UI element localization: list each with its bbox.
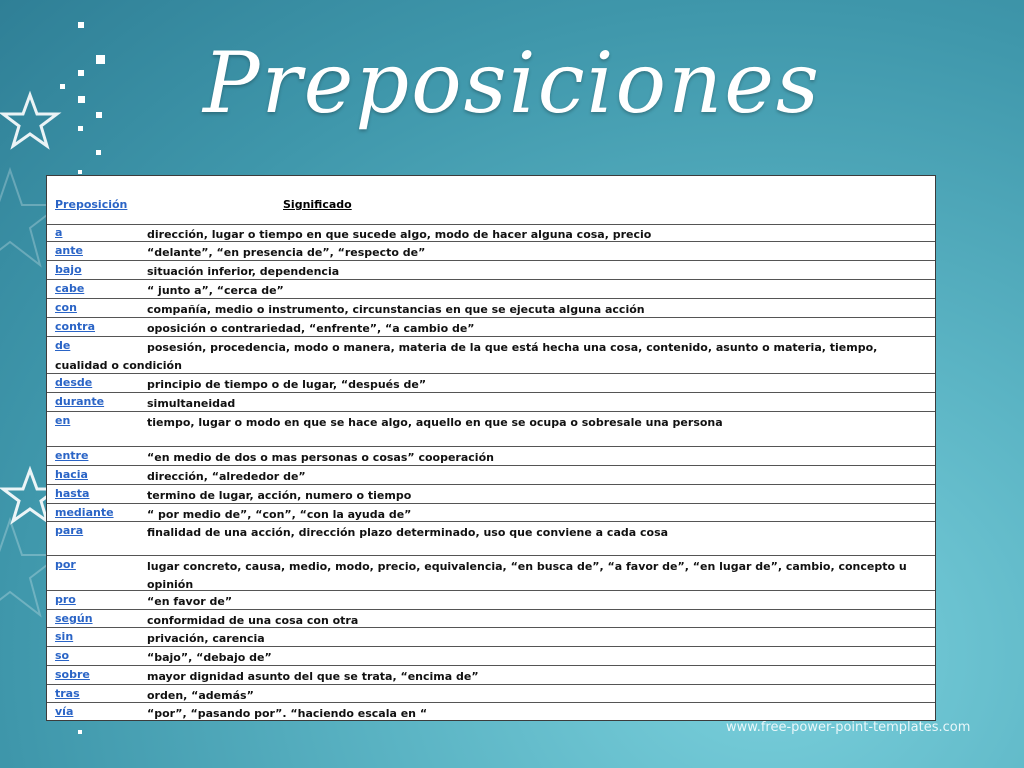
prep-link[interactable]: so [55,649,70,662]
table-row [47,556,935,591]
table-row [47,504,935,522]
prep-link[interactable]: cabe [55,282,85,295]
footer-url[interactable]: www.free-power-point-templates.com [726,720,971,735]
prep-link[interactable]: desde [55,376,93,389]
prep-link[interactable]: contra [55,320,96,333]
meaning-text: situación inferior, dependencia [147,265,340,278]
prep-link[interactable]: hacia [55,468,88,481]
meaning-text: compañía, medio o instrumento, circunstancias en que se ejecuta alguna acción [147,303,645,316]
table-row [47,337,935,374]
header-preposicion: Preposición [55,198,128,211]
prep-link[interactable]: tras [55,687,80,700]
prepositions-table [46,175,936,721]
meaning-text: “ junto a”, “cerca de” [147,284,284,297]
table-row [47,280,935,299]
table-row [47,261,935,280]
table-row [47,242,935,261]
meaning-text: “bajo”, “debajo de” [147,651,272,664]
prep-link[interactable]: mediante [55,506,114,519]
table-row [47,647,935,666]
header-significado: Significado [283,198,352,211]
meaning-text: conformidad de una cosa con otra [147,614,359,627]
table-row [47,374,935,393]
slide-title: Preposiciones [202,34,822,132]
table-row [47,299,935,318]
meaning-text: termino de lugar, acción, numero o tiempo [147,489,412,502]
meaning-text: simultaneidad [147,397,236,410]
table-row [47,318,935,337]
table-row [47,666,935,685]
prep-link[interactable]: durante [55,395,105,408]
prep-link[interactable]: sobre [55,668,90,681]
table-row [47,393,935,412]
table-row [47,591,935,610]
meaning-text: oposición o contrariedad, “enfrente”, “a cambio de” [147,322,475,335]
prep-link[interactable]: de [55,339,71,352]
prep-link[interactable]: ante [55,244,83,257]
meaning-text: “en favor de” [147,595,233,608]
prep-link[interactable]: entre [55,449,89,462]
table-row [47,412,935,447]
prep-link[interactable]: bajo [55,263,82,276]
prep-link[interactable]: con [55,301,77,314]
meaning-text: “en medio de dos o mas personas o cosas” cooperación [147,451,494,464]
meaning-text: tiempo, lugar o modo en que se hace algo, aquello en que se ocupa o sobresale una persona [147,416,723,429]
meaning-text: “delante”, “en presencia de”, “respecto de” [147,246,426,259]
table-row [47,703,935,721]
meaning-text: orden, “además” [147,689,254,702]
meaning-text: posesión, procedencia, modo o manera, materia de la que está hecha una cosa, contenido, asunto o materia, tiempo, cualidad o condición [55,341,878,372]
table-row [47,224,935,242]
prep-link[interactable]: según [55,612,93,625]
table-row [47,685,935,703]
table-row [47,628,935,647]
table-row [47,610,935,628]
table-header [47,176,935,225]
meaning-text: “por”, “pasando por”. “haciendo escala en “ [147,707,428,720]
meaning-text: dirección, lugar o tiempo en que sucede algo, modo de hacer alguna cosa, precio [147,228,652,241]
prep-link[interactable]: hasta [55,487,90,500]
prep-link[interactable]: sin [55,630,74,643]
meaning-text: dirección, “alrededor de” [147,470,306,483]
prep-link[interactable]: por [55,558,76,571]
prep-link[interactable]: a [55,226,63,239]
table-row [47,447,935,466]
meaning-text: mayor dignidad asunto del que se trata, “encima de” [147,670,479,683]
meaning-text: principio de tiempo o de lugar, “después de” [147,378,427,391]
meaning-text: lugar concreto, causa, medio, modo, precio, equivalencia, “en busca de”, “a favor de”, “en lugar de”, cambio, concepto u opinión [147,560,907,591]
prep-link[interactable]: vía [55,705,74,718]
meaning-text: finalidad de una acción, dirección plazo determinado, uso que conviene a cada cosa [147,526,669,539]
table-row [47,485,935,504]
table-row [47,522,935,556]
table-row [47,466,935,485]
prep-link[interactable]: pro [55,593,76,606]
meaning-text: “ por medio de”, “con”, “con la ayuda de” [147,508,412,521]
prep-link[interactable]: en [55,414,71,427]
prep-link[interactable]: para [55,524,84,537]
meaning-text: privación, carencia [147,632,265,645]
